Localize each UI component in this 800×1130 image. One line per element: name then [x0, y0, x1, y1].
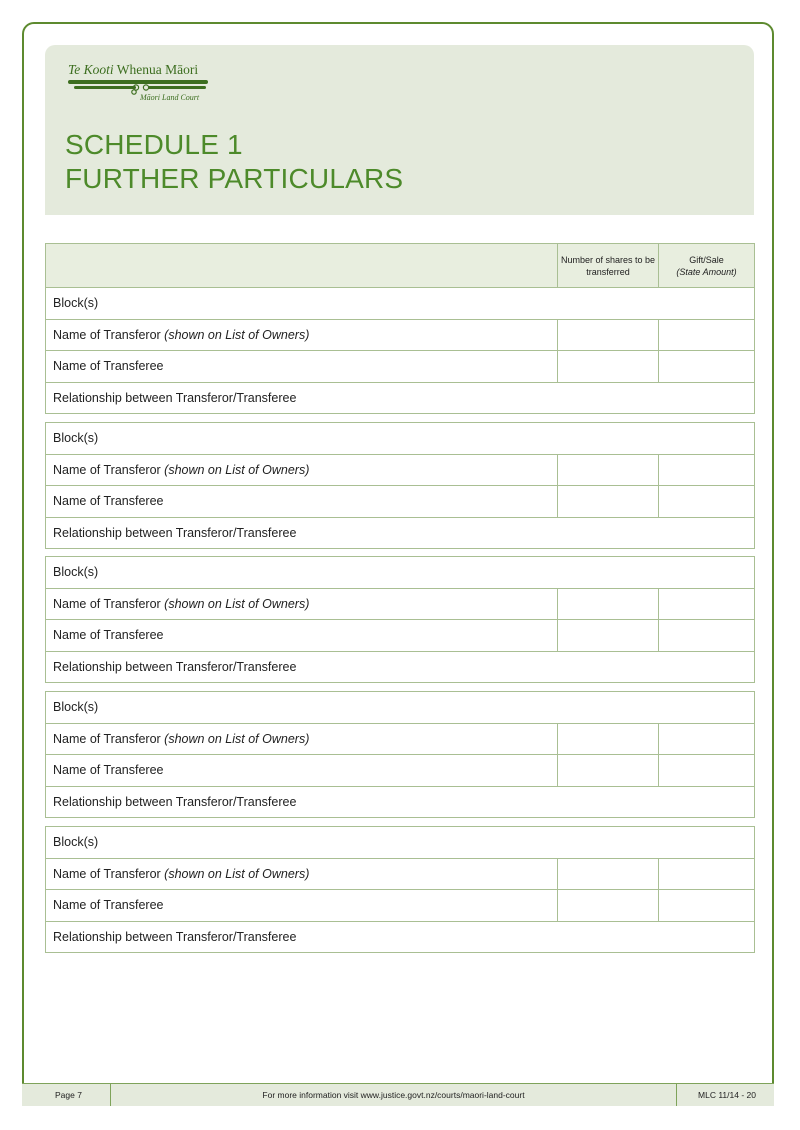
relationship-field[interactable] [46, 517, 755, 549]
footer-page-number: Page 7 [22, 1084, 111, 1106]
transferor-gift-sale-input[interactable] [659, 319, 755, 351]
transferee-field[interactable] [46, 755, 558, 787]
relationship-label: Relationship between Transferor/Transferee [53, 390, 297, 405]
transferee-field[interactable] [46, 486, 558, 518]
transferor-note: (shown on List of Owners) [164, 731, 310, 746]
blocks-field[interactable] [46, 288, 755, 320]
transferor-field[interactable] [46, 319, 558, 351]
blocks-label: Block(s) [53, 835, 99, 850]
transfer-group [45, 691, 755, 818]
transferor-gift-sale-input[interactable] [659, 858, 755, 890]
transferor-gift-sale-input[interactable] [659, 588, 755, 620]
blocks-field[interactable] [46, 423, 755, 455]
transferor-label: Name of Transferor [53, 462, 165, 477]
transferor-shares-input[interactable] [558, 319, 659, 351]
transferee-gift-sale-input[interactable] [659, 486, 755, 518]
transferee-shares-input[interactable] [558, 486, 659, 518]
blocks-label: Block(s) [53, 565, 99, 580]
blocks-field[interactable] [46, 557, 755, 589]
column-header-gift-sale [659, 244, 755, 288]
relationship-field[interactable] [46, 382, 755, 414]
logo-title-rest: Whenua Māori [116, 62, 199, 77]
title-line-1: SCHEDULE 1 [65, 129, 243, 160]
relationship-field[interactable] [46, 921, 755, 953]
transferee-gift-sale-input[interactable] [659, 890, 755, 922]
transferor-note: (shown on List of Owners) [164, 462, 310, 477]
header-blank-cell [46, 244, 558, 288]
transferor-label: Name of Transferor [53, 731, 165, 746]
transferee-field[interactable] [46, 351, 558, 383]
transferor-label: Name of Transferor [53, 596, 165, 611]
transferee-label: Name of Transferee [53, 359, 164, 374]
transferee-gift-sale-input[interactable] [659, 351, 755, 383]
transfer-group [45, 556, 755, 683]
blocks-field[interactable] [46, 692, 755, 724]
transferor-label: Name of Transferor [53, 327, 165, 342]
relationship-label: Relationship between Transferor/Transferee [53, 929, 297, 944]
transferee-gift-sale-input[interactable] [659, 755, 755, 787]
relationship-field[interactable] [46, 786, 755, 818]
relationship-label: Relationship between Transferor/Transferee [53, 659, 297, 674]
relationship-label: Relationship between Transferor/Transferee [53, 794, 297, 809]
transferee-field[interactable] [46, 890, 558, 922]
transferor-gift-sale-input[interactable] [659, 723, 755, 755]
blocks-label: Block(s) [53, 700, 99, 715]
blocks-field[interactable] [46, 827, 755, 859]
transferor-field[interactable] [46, 454, 558, 486]
column-header-shares: Number of shares to be transferred [558, 244, 659, 288]
footer-form-code: MLC 11/14 - 20 [677, 1084, 774, 1106]
page-title [65, 128, 403, 196]
transferee-shares-input[interactable] [558, 890, 659, 922]
page-footer [22, 1083, 774, 1106]
transferor-shares-input[interactable] [558, 454, 659, 486]
transferee-label: Name of Transferee [53, 898, 164, 913]
transfer-group [45, 422, 755, 549]
transferee-label: Name of Transferee [53, 494, 164, 509]
gift-sale-note: (State Amount) [676, 266, 737, 277]
transferee-shares-input[interactable] [558, 755, 659, 787]
transferor-field[interactable] [46, 588, 558, 620]
transfer-group [45, 287, 755, 414]
transfer-group [45, 826, 755, 953]
transferee-field[interactable] [46, 620, 558, 652]
transferor-shares-input[interactable] [558, 588, 659, 620]
blocks-label: Block(s) [53, 296, 99, 311]
logo-title [68, 62, 198, 78]
transferee-shares-input[interactable] [558, 351, 659, 383]
relationship-field[interactable] [46, 651, 755, 683]
schedule-table-header [45, 243, 755, 288]
blocks-label: Block(s) [53, 431, 99, 446]
transferor-field[interactable] [46, 858, 558, 890]
title-line-2: FURTHER PARTICULARS [65, 163, 404, 194]
transferor-shares-input[interactable] [558, 858, 659, 890]
transferor-gift-sale-input[interactable] [659, 454, 755, 486]
transferor-note: (shown on List of Owners) [164, 596, 310, 611]
transferor-field[interactable] [46, 723, 558, 755]
transferor-label: Name of Transferor [53, 866, 165, 881]
logo-subtitle: Māori Land Court [140, 93, 200, 102]
gift-sale-label: Gift/Sale [689, 254, 724, 265]
transferee-label: Name of Transferee [53, 628, 164, 643]
relationship-label: Relationship between Transferor/Transferee [53, 525, 297, 540]
footer-info-link[interactable]: For more information visit www.justice.govt.nz/courts/maori-land-court [111, 1084, 677, 1106]
court-logo [68, 62, 218, 107]
transferee-gift-sale-input[interactable] [659, 620, 755, 652]
torn-edge-decoration [45, 196, 754, 218]
transferor-note: (shown on List of Owners) [164, 327, 310, 342]
transferor-shares-input[interactable] [558, 723, 659, 755]
transferee-shares-input[interactable] [558, 620, 659, 652]
transferee-label: Name of Transferee [53, 763, 164, 778]
transferor-note: (shown on List of Owners) [164, 866, 310, 881]
logo-title-italic: Te Kooti [68, 62, 114, 77]
